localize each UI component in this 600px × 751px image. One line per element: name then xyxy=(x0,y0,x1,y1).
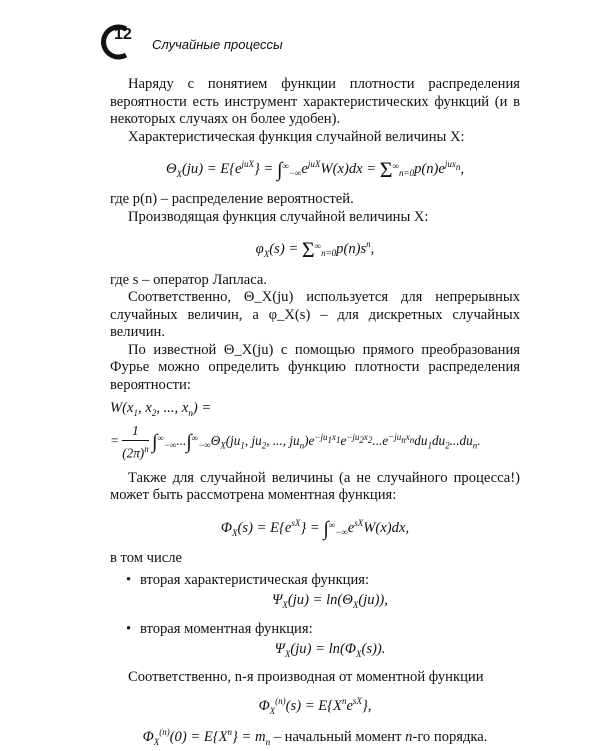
paragraph-nth-derivative: Соответственно, n-я производная от моментной функции xyxy=(128,669,484,686)
list-item xyxy=(110,621,520,664)
formula-text: $\Phi_X(s) = E\{e^{sX}\} = \int^\infty_{-\infty}e^{sX}W(x)dx$, xyxy=(220,517,410,540)
formula-text: $\Phi_X^{(n)}(0) = E\{X^n\} = m_n$ – начальный момент n-го порядка. xyxy=(142,727,488,747)
page-header xyxy=(96,22,536,62)
bullet-text: вторая характеристическая функция: xyxy=(140,571,370,588)
bullet-formula: $\Psi_X(ju) = \ln(\Phi_X(s))$. xyxy=(274,641,386,659)
formula-initial-moment xyxy=(110,724,520,751)
formula-generating-function xyxy=(110,236,520,263)
formula-characteristic-function xyxy=(110,156,520,183)
paragraph-usage-note: Соответственно, Θ_X(ju) используется для непрерывных случайных величин, а φ_X(s) – для дискретных случайных величин. xyxy=(110,289,520,341)
paragraph-fourier-note: По известной Θ_X(ju) с помощью прямого преобразования Фурье можно определить функцию плотности распределения вероятности: xyxy=(110,341,520,393)
page-content xyxy=(110,76,520,751)
formula-text: $\Phi_X^{(n)}(s) = E\{X^ne^{sX}\}$, xyxy=(258,695,372,716)
formula-moment-function xyxy=(110,515,520,542)
formula-nth-derivative xyxy=(110,693,520,720)
paragraph-including: в том числе xyxy=(110,550,183,567)
running-title: Случайные процессы xyxy=(152,37,283,52)
bullet-text: вторая моментная функция: xyxy=(140,620,313,637)
paragraph-char-func-label: Характеристическая функция случайной величины X: xyxy=(128,128,465,145)
paragraph-moment-func-label: Также для случайной величины (а не случайного процесса!) может быть рассмотрена моментная функция: xyxy=(110,469,520,504)
formula-text: $\varphi_X(s) = \Sigma^\infty_{n=0}p(n)s^n$, xyxy=(255,237,375,263)
formula-text-line-2: = $\frac{1}{(2\pi)^n}$ $\int^\infty_{-\infty}...\int^\infty_{-\infty}\Theta_X(ju_1$, $ju_2$, ..., $ju_n)e^{-ju_1x_1}e^{-ju_2x_2}...e^{-ju_nx_n}du_1du_2...du_n$. xyxy=(110,423,481,461)
page-number: 12 xyxy=(114,26,132,43)
bullet-formula: $\Psi_X(ju) = \ln(\Theta_X(ju))$, xyxy=(272,592,388,610)
formula-density-inversion xyxy=(110,400,520,462)
formula-text-line-1: $W(x_1$, $x_2$, ..., $x_n$) = xyxy=(110,400,212,418)
paragraph-laplace-note: где s – оператор Лапласа. xyxy=(110,271,268,288)
paragraph-intro: Наряду с понятием функции плотности распределения вероятности есть инструмент характеристических функций (и в некоторых случаях он более удобен). xyxy=(110,76,520,127)
paragraph-distribution-note: где p(n) – распределение вероятностей. xyxy=(110,191,354,208)
paragraph-generating-func-label: Производящая функция случайной величины X: xyxy=(128,208,429,225)
bullet-list xyxy=(110,572,520,664)
formula-text: $\Theta_X(ju) = E\{e^{juX}\} = \int^\infty_{-\infty}e^{juX}W(x)dx = \Sigma^\infty_{n=0}p(n)e^{jux_n}$, xyxy=(165,156,465,182)
list-item xyxy=(110,572,520,615)
